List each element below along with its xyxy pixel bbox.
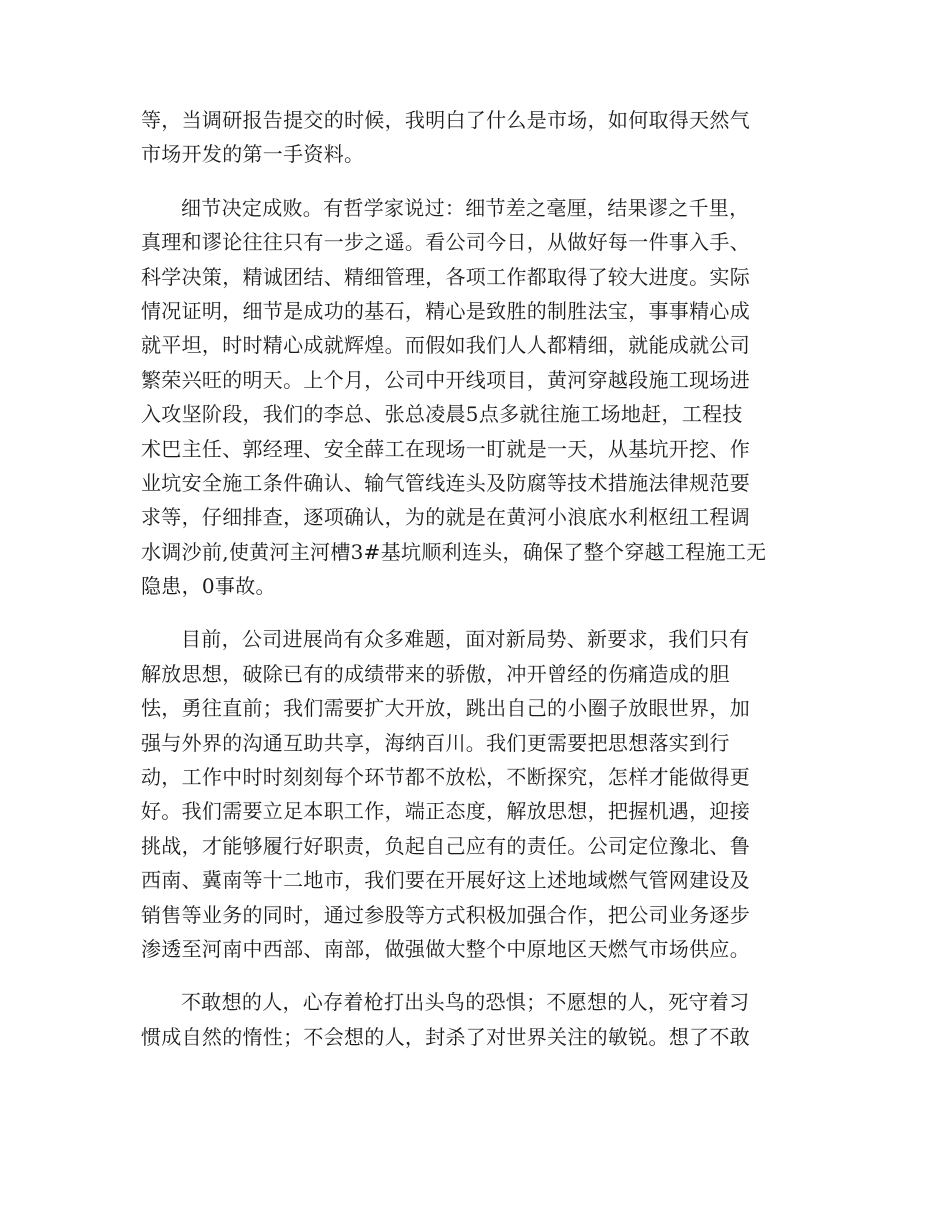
text-line: 业坑安全施工条件确认、输气管线连头及防腐等技术措施法律规范要 bbox=[141, 470, 750, 495]
paragraph bbox=[141, 985, 809, 1054]
text-line: 繁荣兴旺的明天。上个月，公司中开线项目，黄河穿越段施工现场进 bbox=[141, 367, 750, 392]
paragraph bbox=[141, 622, 809, 966]
text-line: 强与外界的沟通互助共享，海纳百川。我们更需要把思想落实到行 bbox=[141, 730, 730, 755]
text-line: 目前，公司进展尚有众多难题，面对新局势、新要求，我们只有 bbox=[181, 627, 750, 652]
paragraph bbox=[141, 191, 809, 604]
text-line: 渗透至河南中西部、南部，做强做大整个中原地区天燃气市场供应。 bbox=[141, 936, 750, 961]
text-line: 就平坦，时时精心成就辉煌。而假如我们人人都精细，就能成就公司 bbox=[141, 333, 750, 358]
text-line: 好。我们需要立足本职工作，端正态度，解放思想，把握机遇，迎接 bbox=[141, 799, 750, 824]
text-line: 求等，仔细排查，逐项确认，为的就是在黄河小浪底水利枢纽工程调 bbox=[141, 505, 750, 530]
text-line: 隐患，0事故。 bbox=[141, 574, 276, 599]
text-line: 不敢想的人，心存着枪打出头鸟的恐惧；不愿想的人，死守着习 bbox=[181, 990, 750, 1015]
text-line: 情况证明，细节是成功的基石，精心是致胜的制胜法宝，事事精心成 bbox=[141, 298, 750, 323]
text-line: 惯成自然的惰性；不会想的人，封杀了对世界关注的敏锐。想了不敢 bbox=[141, 1024, 750, 1049]
text-line: 真理和谬论往往只有一步之遥。看公司今日，从做好每一件事入手、 bbox=[141, 230, 750, 255]
text-line: 等，当调研报告提交的时候，我明白了什么是市场，如何取得天然气 bbox=[141, 108, 750, 132]
text-line: 销售等业务的同时，通过参股等方式积极加强合作，把公司业务逐步 bbox=[141, 902, 750, 927]
text-line: 动，工作中时时刻刻每个环节都不放松，不断探究，怎样才能做得更 bbox=[141, 765, 750, 790]
text-line: 市场开发的第一手资料。 bbox=[141, 142, 365, 167]
text-line: 怯，勇往直前；我们需要扩大开放，跳出自己的小圈子放眼世界，加 bbox=[141, 696, 750, 721]
text-line: 入攻坚阶段，我们的李总、张总凌晨5点多就往施工场地赶，工程技 bbox=[141, 402, 743, 427]
text-line: 解放思想，破除已有的成绩带来的骄傲，冲开曾经的伤痛造成的胆 bbox=[141, 661, 730, 686]
document-body bbox=[141, 103, 809, 1054]
text-line: 西南、冀南等十二地市，我们要在开展好这上述地域燃气管网建设及 bbox=[141, 868, 750, 893]
text-line: 术巴主任、郭经理、安全薛工在现场一盯就是一天，从基坑开挖、作 bbox=[141, 436, 750, 461]
text-line: 挑战，才能够履行好职责，负起自己应有的责任。公司定位豫北、鲁 bbox=[141, 833, 750, 858]
paragraph bbox=[141, 103, 809, 172]
text-line: 水调沙前,使黄河主河槽3#基坑顺利连头，确保了整个穿越工程施工无 bbox=[141, 539, 767, 564]
text-line: 科学决策，精诚团结、精细管理，各项工作都取得了较大进度。实际 bbox=[141, 264, 750, 289]
text-line: 细节决定成败。有哲学家说过：细节差之毫厘，结果谬之千里， bbox=[181, 195, 750, 220]
